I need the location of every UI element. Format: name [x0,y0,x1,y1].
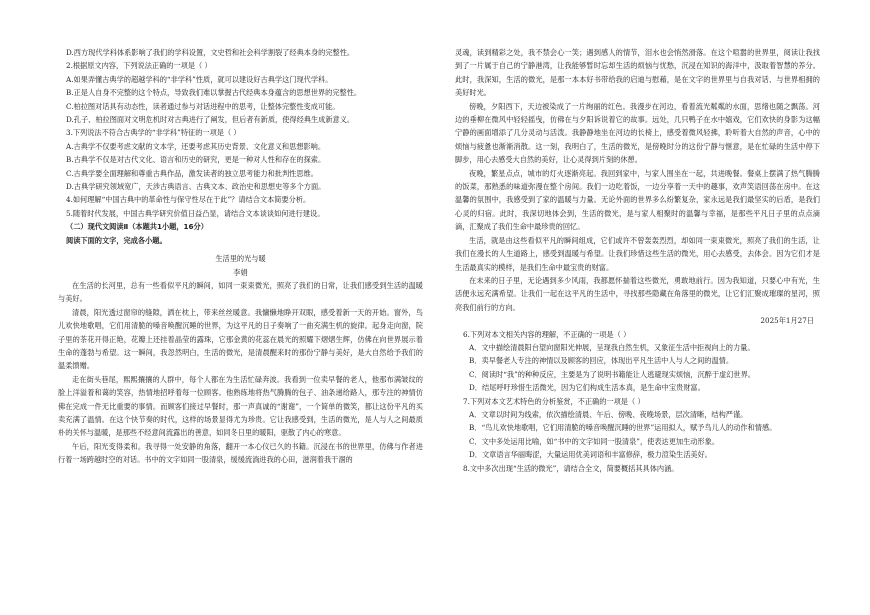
reading-instruction: 阅读下面的文字，完成各小题。 [66,235,167,245]
essay-title: 生活里的光与暖 [215,254,266,264]
q7-option-c: C．文中多处运用比喻，如“书中的文字如同一股清泉”，使表达更加生动形象。 [469,436,720,446]
question-4: 4.如何理解“中国古典中的革命性与保守性尽在于此”？请结合文本简要分析。 [66,195,311,205]
essay-paragraph-4: 午后，阳光变得柔和。我寻得一处安静的角落，翻开一本心仪已久的书籍。沉浸在书的世界里，仿佛与作者进行着一场跨越时空的对话。书中的文字如同一股清泉，缓缓流淌进我的心田，滋润着我干涸的 [58,441,423,465]
q3-option-c: C.古典学要全面理解和尊重古典作品，激发读者的独立思考能力和批判性思维。 [66,168,318,178]
essay-date: 2025年1月27日 [760,316,814,326]
q6-option-b: B．卖早餐老人专注的神情以及顾客的回应，体现出平凡生活中人与人之间的温情。 [469,356,734,366]
question-8: 8.文中多次出现“生活的微光”，请结合全文，简要概括其具体内涵。 [463,463,679,473]
essay-paragraph-1: 在生活的长河里，总有一些看似平凡的瞬间，如同一束束微光，照亮了我们的日常，让我们感受到生活的温暖与美好。 [58,280,423,304]
q6-option-d: D．结尾呼吁珍惜生活微光，因为它们构成生活本真，是生命中宝贵财富。 [469,383,705,393]
q1-option-d: D.西方现代学科体系影响了我们的学科设置，文史哲和社会科学割裂了经典本身的完整性。 [66,48,355,57]
essay-author: 李娟 [233,267,248,277]
essay-paragraph-6: 傍晚，夕阳西下，天边被染成了一片绚丽的红色。我漫步在河边，看着流光粼粼的水面，思绪也随之飘荡。河边的垂柳在微风中轻轻摇曳，仿佛在与夕阳诉说着它的故事。远处，几只鸭子在水中嬉戏，它们欢快的身影为这幅宁静的画面增添了几分灵动与活泼。我静静地坐在河边的长椅上，感受着微风轻拂，聆听着大自然的声音，心中的烦恼与疲惫也渐渐消散。这一刻，我明白了，生活的微光，是傍晚时分的这份宁静与惬意，是在忙碌的生活中停下脚步，用心去感受大自然的美好，让心灵得到片刻的休憩。 [455,101,820,165]
q2-option-a: A.如果弄懂古典学的超越学科的“非学科”性质，就可以建设好古典学这门现代学科。 [66,74,333,84]
question-6: 6.下列对本文相关内容的理解，不正确的一项是（ ） [463,329,631,339]
essay-paragraph-2: 清晨，阳光透过窗帘的缝隙，洒在枕上，带来丝丝暖意。我慵懒地睁开双眼，感受着新一天的开始。窗外，鸟儿欢快地歌唱，它们用清脆的嗓音唤醒沉睡的世界，为这平凡的日子奏响了一曲充满生机的旋律。起身走向窗，院子里的茶花开得正艳，花瓣上还挂着晶莹的露珠，它那金黄的花蕊在晨光的照耀下熠熠生辉，仿佛在向世界展示着生命的蓬勃与希望。这一瞬间，我忽然明白，生活的微光，是清晨醒来时的那份宁静与美好，是大自然给予我们的温柔馈赠。 [58,307,423,371]
q2-option-b: B.正是人自身不完整的这个特点，导致我们难以掌握古代经典本身蕴含的思想世界的完整性。 [66,88,362,98]
q2-option-d: D.孔子、柏拉图面对文明危机时对古典进行了阐发，但后者有新质，使得经典生成新意义。 [66,115,355,125]
question-5: 5.随着时代发展，中国古典学研究价值日益凸显，请结合文本谈谈如何进行建设。 [66,208,325,218]
essay-paragraph-3: 走在街头巷尾，熙熙攘攘的人群中，每个人都在为生活忙碌奔波。我看到一位卖早餐的老人，他那布满皱纹的脸上洋溢着和蔼的笑容，热情地招呼着每一位顾客。他熟练地将热气腾腾的包子、油条递给路人，那专注的神情仿佛在完成一件无比重要的事情。而顾客们接过早餐时，那一声真诚的“谢谢”，一个简单的微笑，都让这份平凡的买卖充满了温情。在这个快节奏的时代，这样的场景显得尤为珍贵。它让我感受到，生活的微光，是人与人之间最质朴的关怀与温暖，是那些不经意间流露出的善意，如同冬日里的暖阳，驱散了内心的寒意。 [58,374,423,438]
q7-option-a: A．文章以时间为线索，依次描绘清晨、午后、傍晚、夜晚场景，层次清晰，结构严谨。 [469,409,748,419]
q3-option-d: D.古典学研究领域宽广，天涉古典语言、古典文本、政治史和思想史等多个方面。 [66,182,326,192]
q6-option-c: C．阅读时“我”的种种反应，主要是为了说明书籍能让人逃避现实烦恼，沉醉于虚幻世界。 [469,369,755,379]
essay-paragraph-9: 在未来的日子里，无论遇到多少风雨，我都愿怀揣着这些微光，勇敢地前行。因为我知道，只要心中有光，生活便永远充满希望。让我们一起在这平凡的生活中，寻找那些隐藏在角落里的微光，让它们汇聚成璀璨的星河，照亮我们前行的方向。 [455,275,820,312]
right-column [455,46,820,475]
question-7: 7.下列对本文艺术特色的分析鉴赏，不正确的一项是（ ） [463,396,645,406]
q2-option-c: C.柏拉图对话具有动态性，读者通过参与对话进程中的思考，让整体完整性变成可能。 [66,101,340,111]
q3-option-a: A.古典学不仅要考虑文献的文本学，还要考虑其历史背景、文化意义和思想影响。 [66,141,326,151]
q3-option-b: B.古典学不仅是对古代文化、语言和历史的研究，更是一种对人性和存在的探索。 [66,155,326,165]
left-column [58,46,423,467]
question-2: 2.根据原文内容，下列说法正确的一项是（ ） [66,61,212,71]
essay-paragraph-5: 灵魂，读到精彩之处，我不禁会心一笑；遇到感人的情节，泪水也会悄然滑落。在这个喧嚣的世界里，阅读让我找到了一片属于自己的宁静港湾，让我能够暂时忘却生活的烦恼与忧愁，沉浸在知识的海洋中，汲取着智慧的养分。此时，我深知，生活的微光，是那一本本好书带给我的启迪与慰藉，是在文字的世界里与自我对话、与世界相拥的美好时光。 [455,48,820,98]
q7-option-d: D．文章语言华丽晦涩，大量运用优美词语和丰富修辞，极力渲染生活美好。 [469,450,712,460]
question-3: 3.下列说法不符合古典学的“非学科”特征的一项是（ ） [66,128,241,138]
essay-paragraph-7: 夜晚，繁星点点，城市的灯火逐渐亮起。我回到家中，与家人围坐在一起，共进晚餐。餐桌上摆满了热气腾腾的饭菜，那熟悉的味道弥漫在整个房间。我们一边吃着饭，一边分享着一天中的趣事，欢声笑语回荡在房中。在这温馨的氛围中，我感受到了家的温暖与力量。无论外面的世界多么纷繁复杂，家永远是我们最坚实的后盾，是我们心灵的归宿。此时，我深切地体会到，生活的微光，是与家人相聚时的温馨与幸福，是那些平凡日子里的点点滴滴，汇聚成了我们生命中最珍贵的回忆。 [455,168,820,232]
essay-paragraph-8: 生活，就是由这些看似平凡的瞬间组成，它们或许不曾轰轰烈烈，却如同一束束微光，照亮了我们的生活，让我们在漫长的人生道路上，感受到温暖与希望。让我们珍惜这些生活的微光，用心去感受，去体会。因为它们才是生活最真实的模样，是我们生命中最宝贵的财富。 [455,235,820,272]
q7-option-b: B．“鸟儿欢快地歌唱，它们用清脆的嗓音唤醒沉睡的世界”运用拟人，赋予鸟儿人的动作和情感。 [469,423,777,433]
section-heading: （二）现代文阅读Ⅱ（本题共1小题，16分） [66,222,208,232]
q6-option-a: A．文中描绘清晨阳台望向窗阳光伸展，呈现我白然生机，又象征生活中拒视向上的力量。 [469,342,755,352]
